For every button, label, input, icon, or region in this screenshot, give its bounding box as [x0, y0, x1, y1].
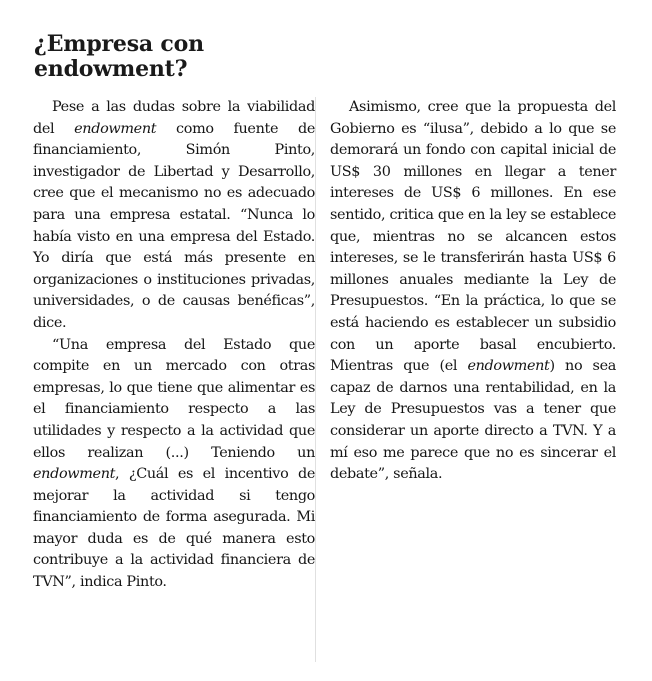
paragraph-quote	[33, 335, 315, 594]
emphasis-endowment: endowment	[33, 466, 116, 483]
paragraph-text: Pese a las dudas sobre la viabilidad del	[33, 99, 315, 137]
emphasis-endowment: endowment	[467, 358, 550, 375]
article-column-left	[33, 97, 315, 594]
paragraph-critique	[330, 97, 616, 486]
emphasis-endowment: endowment	[74, 120, 157, 137]
column-gutter	[315, 97, 316, 662]
paragraph-text: Asimismo, cree que la propuesta del Gobierno es “ilusa”, debido a lo que se demorará un fondo con capital inicial de US$ 30 millones en llegar a tener intereses de US$ 6 millones. En ese sentido, critica que en la ley se establece que, mientras no se alcancen estos intereses, se le transferirán hasta US$ 6 millones anuales mediante la Ley de Presupuestos. “En la práctica, lo que se está haciendo es establecer un subsidio con un aporte basal encubierto. Mientras que (el	[330, 99, 616, 375]
article-headline: ¿Empresa con endowment?	[34, 31, 204, 82]
paragraph-intro	[33, 97, 315, 335]
paragraph-text: como fuente de financiamiento, Simón Pinto, investigador de Libertad y Desarrollo, cree que el mecanismo no es adecuado para una empresa estatal. “Nunca lo había visto en una empresa del Estado. Yo diría que está más presente en organizaciones o instituciones privadas, universidades, o de causas benéficas”, dice.	[33, 120, 315, 331]
paragraph-text: “Una empresa del Estado que compite en un mercado con otras empresas, lo que tiene que alimentar es el financiamiento respecto a las utilidades y respecto a la actividad que ellos realizan (...) Teniendo un	[33, 336, 315, 461]
paragraph-text: ) no sea capaz de darnos una rentabilidad, en la Ley de Presupuestos vas a tener que considerar un aporte directo a TVN. Y a mí eso me parece que no es sincerar el debate”, señala.	[330, 358, 616, 483]
paragraph-text: , ¿Cuál es el incentivo de mejorar la actividad si tengo financiamiento de forma asegurada. Mi mayor duda es de qué manera esto contribuye a la actividad financiera de TVN”, indica Pinto.	[33, 466, 315, 591]
article-column-right	[330, 97, 616, 486]
